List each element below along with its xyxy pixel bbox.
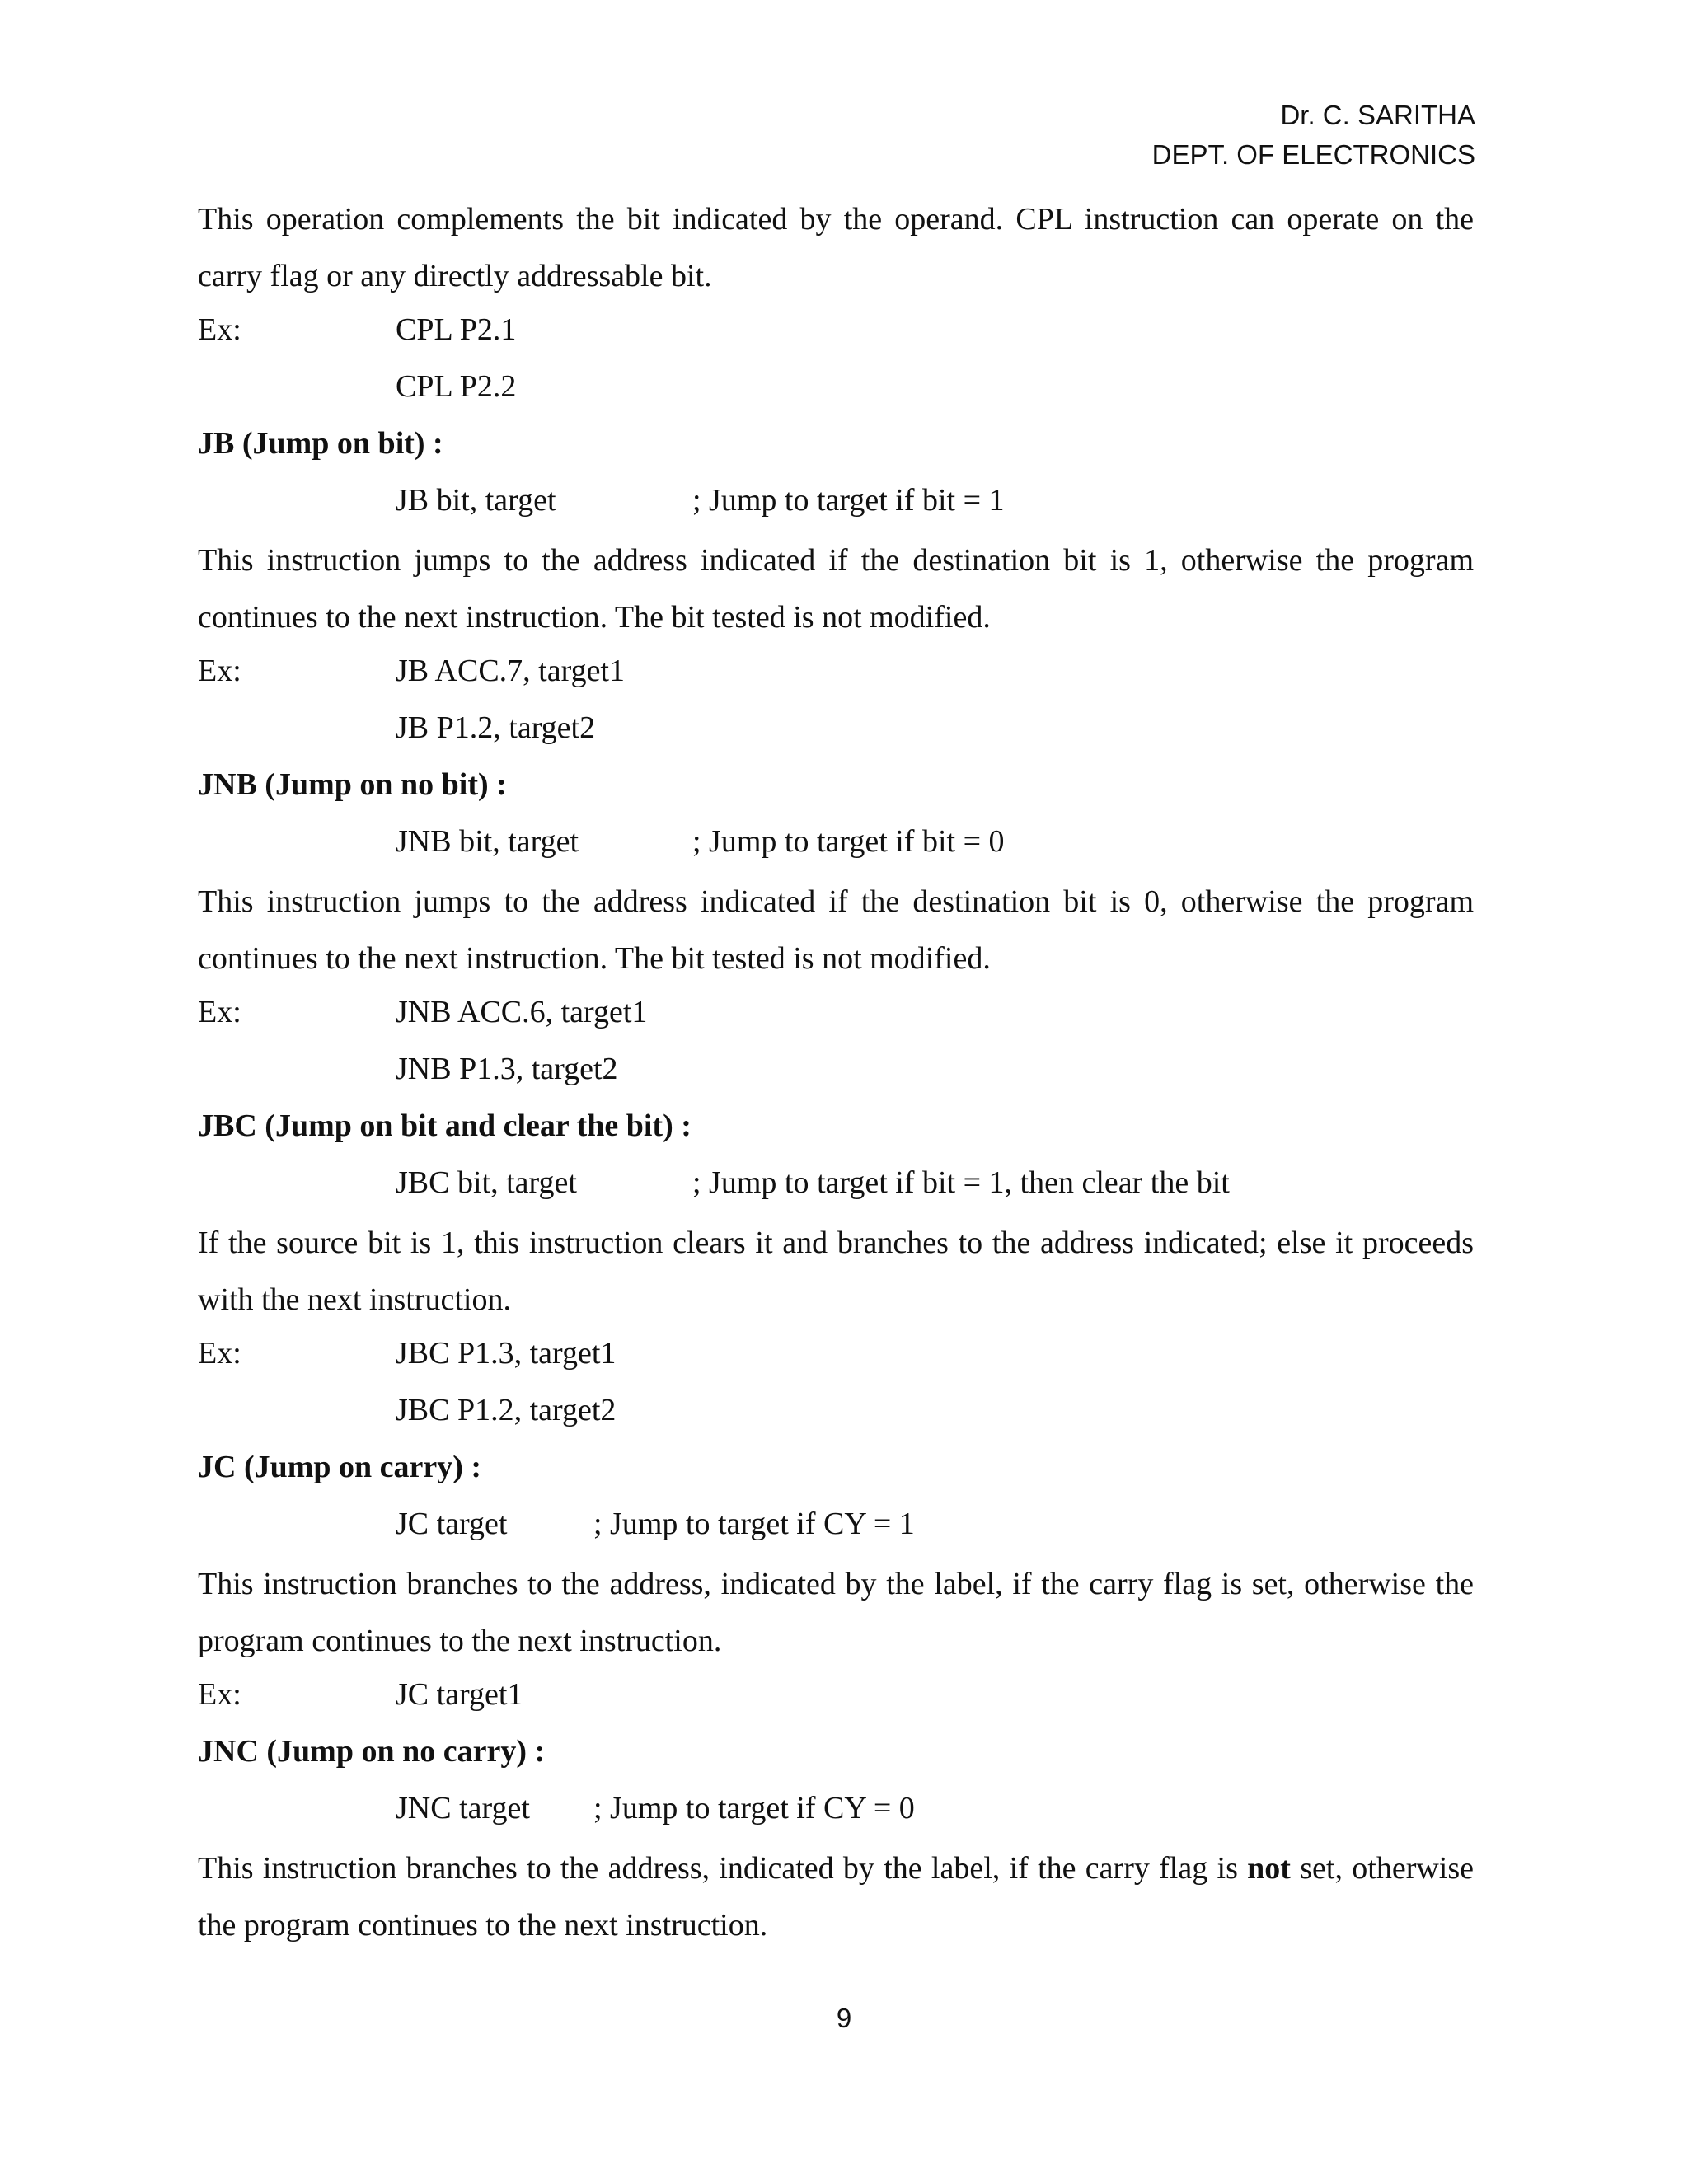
jnb-syntax-comment: ; Jump to target if bit = 0	[692, 824, 1005, 859]
jb-syntax-code: JB bit, target	[396, 483, 556, 518]
jnc-description-emphasis: not	[1247, 1851, 1291, 1886]
example-label: Ex:	[198, 654, 241, 688]
jc-description	[198, 1556, 1474, 1670]
jbc-example-1	[198, 1329, 1474, 1385]
jbc-description-line-2: proceeds with the next instruction.	[198, 1226, 1475, 1317]
jb-syntax	[198, 476, 1474, 532]
jnb-syntax	[198, 817, 1474, 874]
cpl-description-line-2: carry flag or any directly addressable bit.	[198, 259, 712, 293]
jb-example-2	[198, 703, 1474, 760]
jnb-description-line-1: This instruction jumps to the address indicated if the destination bit is 0, otherwise the program	[198, 884, 1474, 919]
example-label: Ex:	[198, 312, 241, 347]
jnc-heading: JNC (Jump on no carry) :	[198, 1734, 546, 1769]
jc-example-1	[198, 1670, 1474, 1727]
jbc-syntax	[198, 1158, 1474, 1215]
jnb-example-2	[198, 1044, 1474, 1101]
jbc-description-line-1: If the source bit is 1, this instruction clears it and branches to the address indicated; else it	[198, 1226, 1353, 1260]
jc-example-code-1: JC target1	[396, 1677, 523, 1712]
jb-description	[198, 532, 1474, 646]
jnc-syntax	[198, 1783, 1474, 1840]
jb-example-1	[198, 646, 1474, 703]
jc-description-line-2: the program continues to the next instruction.	[198, 1567, 1474, 1658]
cpl-example-2	[198, 362, 1474, 419]
jc-description-line-1: This instruction branches to the address, indicated by the label, if the carry flag is set, otherwise	[198, 1567, 1426, 1601]
jbc-example-code-1: JBC P1.3, target1	[396, 1336, 617, 1371]
jnb-description	[198, 874, 1474, 987]
jbc-example-code-2: JBC P1.2, target2	[396, 1393, 617, 1427]
jb-description-line-2: continues to the next instruction. The bit tested is not modified.	[198, 600, 991, 635]
jc-syntax-code: JC target	[396, 1507, 508, 1541]
cpl-example-code-1: CPL P2.1	[396, 312, 517, 347]
jnb-example-code-2: JNB P1.3, target2	[396, 1052, 618, 1086]
example-label: Ex:	[198, 995, 241, 1029]
jb-example-code-1: JB ACC.7, target1	[396, 654, 625, 688]
jnc-syntax-comment: ; Jump to target if CY = 0	[593, 1791, 915, 1825]
jnb-heading: JNB (Jump on no bit) :	[198, 767, 507, 802]
page-number: 9	[836, 2003, 852, 2033]
jnb-syntax-code: JNB bit, target	[396, 824, 579, 859]
jb-syntax-comment: ; Jump to target if bit = 1	[692, 483, 1005, 518]
jnc-description-line-1-pre: This instruction branches to the address, indicated by the label, if the carry flag is	[198, 1851, 1238, 1886]
page-content	[198, 191, 1474, 1954]
jc-heading: JC (Jump on carry) :	[198, 1450, 482, 1484]
jbc-heading: JBC (Jump on bit and clear the bit) :	[198, 1108, 692, 1143]
jc-syntax-comment: ; Jump to target if CY = 1	[593, 1507, 915, 1541]
jnb-description-line-2: continues to the next instruction. The bit tested is not modified.	[198, 941, 991, 976]
jc-syntax	[198, 1499, 1474, 1556]
page-header	[1152, 96, 1475, 175]
cpl-example-1	[198, 305, 1474, 362]
jnc-syntax-code: JNC target	[396, 1791, 530, 1825]
jnb-example-code-1: JNB ACC.6, target1	[396, 995, 648, 1029]
jnc-description	[198, 1840, 1474, 1954]
jnc-description-line-1-post: set,	[1300, 1851, 1343, 1886]
cpl-description-line-1: This operation complements the bit indicated by the operand. CPL instruction can operate on the	[198, 202, 1474, 237]
example-label: Ex:	[198, 1677, 241, 1712]
jb-example-code-2: JB P1.2, target2	[396, 710, 596, 745]
jbc-example-2	[198, 1385, 1474, 1442]
jbc-syntax-comment: ; Jump to target if bit = 1, then clear the bit	[692, 1165, 1230, 1200]
cpl-example-code-2: CPL P2.2	[396, 369, 517, 404]
jb-heading: JB (Jump on bit) :	[198, 426, 443, 461]
jbc-syntax-code: JBC bit, target	[396, 1165, 577, 1200]
header-department: DEPT. OF ELECTRONICS	[1151, 139, 1475, 170]
jb-description-line-1: This instruction jumps to the address indicated if the destination bit is 1, otherwise the program	[198, 543, 1474, 578]
example-label: Ex:	[198, 1336, 241, 1371]
header-author: Dr. C. SARITHA	[1280, 100, 1475, 130]
cpl-description	[198, 191, 1474, 305]
jbc-description	[198, 1215, 1474, 1329]
jnc-description-line-2: otherwise the program continues to the next instruction.	[198, 1851, 1474, 1943]
jnb-example-1	[198, 987, 1474, 1044]
